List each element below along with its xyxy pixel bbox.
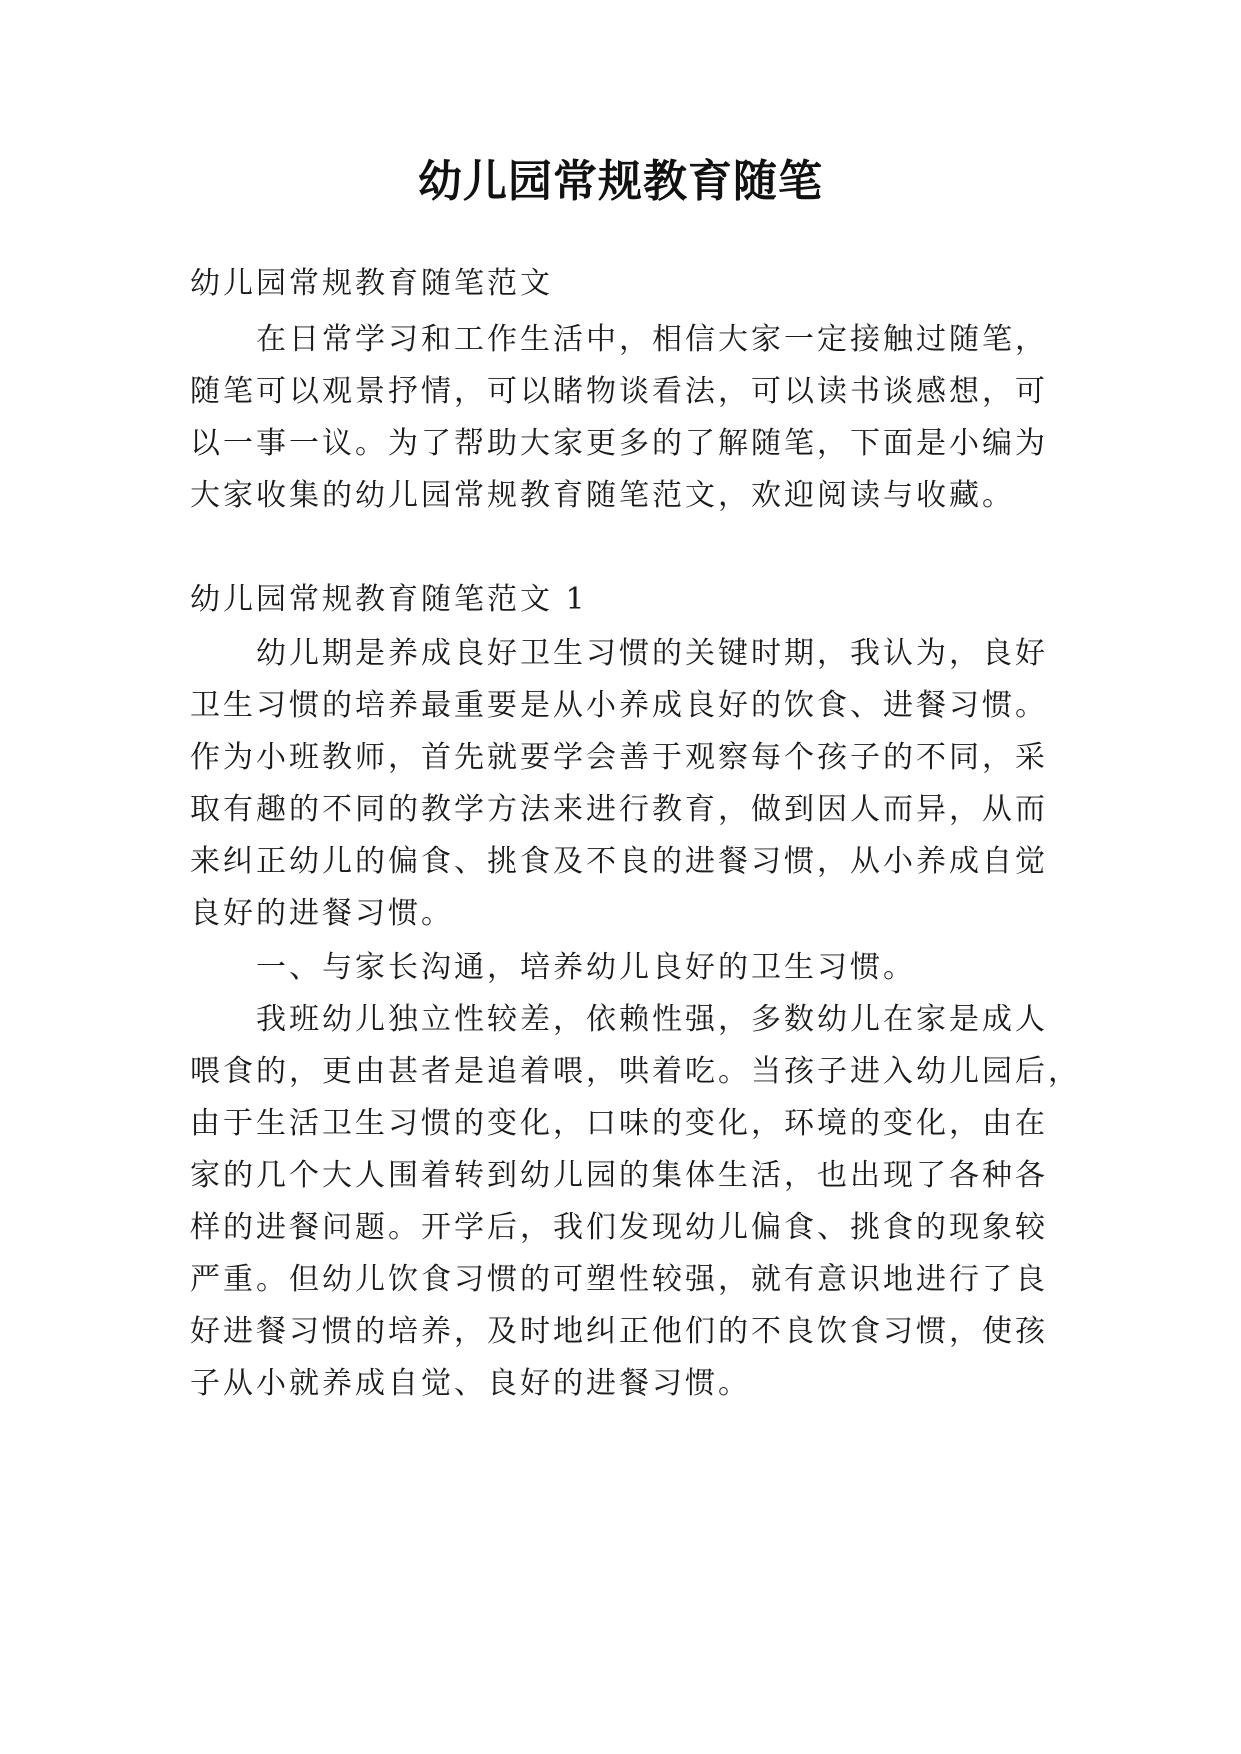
- point-heading: 一、与家长沟通，培养幼儿良好的卫生习惯。: [256, 950, 916, 985]
- document-title: 幼儿园常规教育随笔: [418, 156, 823, 207]
- paragraph-line: 作为小班教师，首先就要学会善于观察每个孩子的不同，采: [190, 740, 1048, 775]
- paragraph-line: 家的几个大人围着转到幼儿园的集体生活，也出现了各种各: [190, 1158, 1048, 1193]
- paragraph-line: 喂食的，更由甚者是追着喂，哄着吃。当孩子进入幼儿园后，: [190, 1054, 1081, 1089]
- paragraph-line: 子从小就养成自觉、良好的进餐习惯。: [190, 1366, 751, 1401]
- intro-line: 随笔可以观景抒情，可以睹物谈看法，可以读书谈感想，可: [190, 374, 1048, 409]
- paragraph-line: 良好的进餐习惯。: [190, 896, 454, 931]
- paragraph-line: 卫生习惯的培养最重要是从小养成良好的饮食、进餐习惯。: [190, 688, 1048, 723]
- paragraph-line: 我班幼儿独立性较差，依赖性强，多数幼儿在家是成人: [256, 1002, 1048, 1037]
- intro-line: 在日常学习和工作生活中，相信大家一定接触过随笔，: [256, 322, 1048, 357]
- subtitle: 幼儿园常规教育随笔范文: [190, 266, 553, 301]
- paragraph-line: 幼儿期是养成良好卫生习惯的关键时期，我认为，良好: [256, 636, 1048, 671]
- paragraph-line: 由于生活卫生习惯的变化，口味的变化，环境的变化，由在: [190, 1106, 1048, 1141]
- intro-line: 大家收集的幼儿园常规教育随笔范文，欢迎阅读与收藏。: [190, 478, 1015, 513]
- section-heading: 幼儿园常规教育随笔范文 1: [190, 582, 588, 617]
- paragraph-line: 严重。但幼儿饮食习惯的可塑性较强，就有意识地进行了良: [190, 1262, 1048, 1297]
- paragraph-line: 来纠正幼儿的偏食、挑食及不良的进餐习惯，从小养成自觉: [190, 844, 1048, 879]
- paragraph-line: 样的进餐问题。开学后，我们发现幼儿偏食、挑食的现象较: [190, 1210, 1048, 1245]
- intro-line: 以一事一议。为了帮助大家更多的了解随笔，下面是小编为: [190, 426, 1048, 461]
- paragraph-line: 好进餐习惯的培养，及时地纠正他们的不良饮食习惯，使孩: [190, 1314, 1048, 1349]
- paragraph-line: 取有趣的不同的教学方法来进行教育，做到因人而异，从而: [190, 792, 1048, 827]
